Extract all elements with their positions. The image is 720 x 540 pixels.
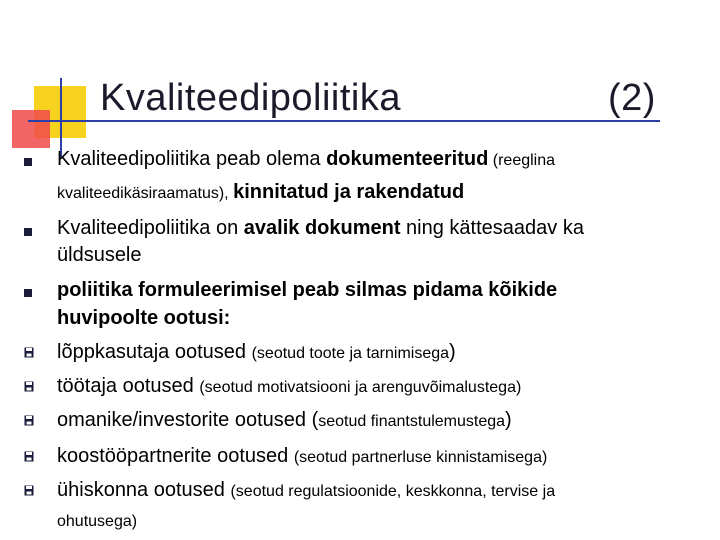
slide-title-number: (2) xyxy=(608,77,656,119)
bullet-item: koostööpartnerite ootused (seotud partnerluse kinnistamisega) xyxy=(57,445,548,467)
square-bullet-icon xyxy=(24,158,32,166)
bullet-item: Kvaliteedipoliitika peab olema dokumenteeritud (reeglina xyxy=(57,148,556,170)
floppy-disk-bullet-icon xyxy=(24,415,34,426)
bullet-item: poliitika formuleerimisel peab silmas pidama kõikide xyxy=(57,279,558,301)
square-bullet-icon xyxy=(24,289,32,297)
bullet-item: töötaja ootused (seotud motivatsiooni ja arenguvõimalustega) xyxy=(57,375,522,397)
bullet-item: omanike/investorite ootused (seotud finantstulemustega) xyxy=(57,409,512,431)
slide-title: Kvaliteedipoliitika xyxy=(100,77,401,119)
floppy-disk-bullet-icon xyxy=(24,451,34,462)
floppy-disk-bullet-icon xyxy=(24,381,34,392)
floppy-disk-bullet-icon xyxy=(24,347,34,358)
floppy-disk-bullet-icon xyxy=(24,485,34,496)
bullet-item-continuation: kvaliteedikäsiraamatus), kinnitatud ja rakendatud xyxy=(57,181,465,203)
bullet-item: Kvaliteedipoliitika on avalik dokument ning kättesaadav ka xyxy=(57,217,584,239)
red-square xyxy=(12,110,50,148)
bullet-item-continuation: ohutusega) xyxy=(57,513,138,530)
square-bullet-icon xyxy=(24,228,32,236)
bullet-item-continuation: huvipoolte ootusi: xyxy=(57,307,231,329)
bullet-item: ühiskonna ootused (seotud regulatsioonide, keskkonna, tervise ja xyxy=(57,479,556,501)
bullet-item: lõppkasutaja ootused (seotud toote ja tarnimisega) xyxy=(57,341,456,363)
bullet-item-continuation: üldsusele xyxy=(57,244,142,266)
